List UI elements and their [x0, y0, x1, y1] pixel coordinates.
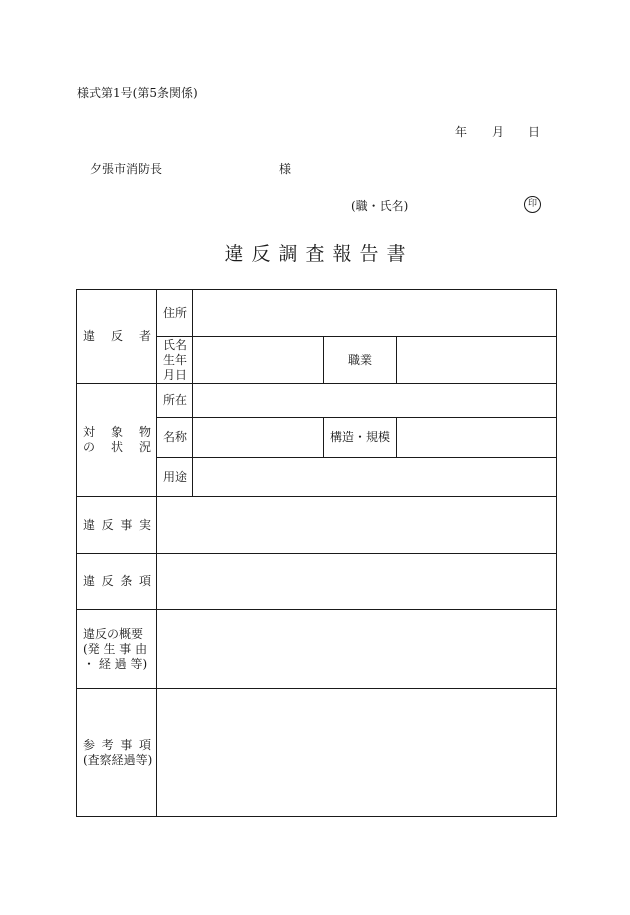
violation-articles-row: [77, 554, 557, 610]
violation-facts-field[interactable]: [157, 497, 557, 554]
reference-label-char: 考: [101, 737, 114, 752]
violation-facts-char: 反: [101, 517, 114, 532]
use-label: 用途: [157, 458, 193, 497]
violation-overview-field[interactable]: [157, 610, 557, 689]
overview-label-line1: 違反の概要: [83, 626, 144, 641]
violation-facts-label: [77, 497, 157, 554]
name-label: 氏名: [163, 337, 188, 352]
violation-articles-char: 違: [83, 574, 96, 588]
violator-label-char: 違: [83, 329, 96, 343]
reference-label-char: 参: [83, 737, 96, 752]
date-day-label: 日: [528, 125, 541, 139]
target-label-char: 状: [110, 440, 123, 454]
target-label-char: の: [83, 440, 96, 454]
violator-label-char: 者: [138, 329, 151, 343]
name-birth-field[interactable]: [193, 337, 324, 384]
date-month-label: 月: [492, 125, 505, 139]
violation-articles-label: [77, 554, 157, 610]
structure-scale-label: 構造・規模: [324, 418, 397, 458]
document-title: 違反調査報告書: [224, 243, 414, 265]
honorific: 様: [279, 162, 292, 176]
date-year-label: 年: [455, 125, 468, 139]
violator-address-row: [77, 290, 557, 337]
name-birth-label: [157, 337, 193, 384]
reference-label-char: 項: [138, 737, 151, 752]
target-label-char: 物: [138, 425, 151, 439]
location-field[interactable]: [193, 384, 557, 418]
target-label-char: 象: [110, 425, 123, 439]
target-location-row: [77, 384, 557, 418]
violation-articles-char: 条: [120, 574, 133, 588]
violation-overview-row: [77, 610, 557, 689]
use-field[interactable]: [193, 458, 557, 497]
violation-facts-char: 実: [138, 517, 151, 532]
reference-label: [77, 689, 157, 817]
target-status-label: [77, 384, 157, 497]
occupation-label: 職業: [324, 337, 397, 384]
overview-label-line2: (発 生 事 由: [83, 641, 148, 656]
location-label: 所在: [157, 384, 193, 418]
target-name-field[interactable]: [193, 418, 324, 458]
target-label-char: 対: [83, 425, 96, 439]
violation-articles-char: 項: [138, 574, 151, 588]
violator-label: [77, 290, 157, 384]
reference-label-line2: (査察経過等): [83, 752, 153, 767]
violation-facts-char: 事: [120, 517, 133, 532]
target-name-label: 名称: [157, 418, 193, 458]
violation-articles-field[interactable]: [157, 554, 557, 610]
violation-facts-char: 違: [83, 517, 96, 532]
address-field[interactable]: [193, 290, 557, 337]
target-label-char: 況: [138, 440, 151, 454]
overview-label-line3: ・ 経 過 等): [83, 656, 148, 671]
violation-overview-label: [77, 610, 157, 689]
reference-label-char: 事: [120, 737, 133, 752]
birth-label-line1: 生年: [163, 352, 188, 367]
occupation-field[interactable]: [397, 337, 557, 384]
birth-label-line2: 月日: [163, 367, 188, 382]
reference-field[interactable]: [157, 689, 557, 817]
violation-articles-char: 反: [101, 574, 114, 588]
position-name-label: (職・氏名): [351, 199, 409, 213]
report-form-table: [76, 289, 557, 817]
structure-scale-field[interactable]: [397, 418, 557, 458]
address-label: 住所: [157, 290, 193, 337]
reference-row: [77, 689, 557, 817]
violation-facts-row: [77, 497, 557, 554]
seal-icon: 印: [524, 196, 541, 213]
form-number: 様式第1号(第5条関係): [77, 86, 198, 100]
addressee: 夕張市消防長: [90, 162, 163, 176]
violator-label-char: 反: [110, 329, 123, 343]
